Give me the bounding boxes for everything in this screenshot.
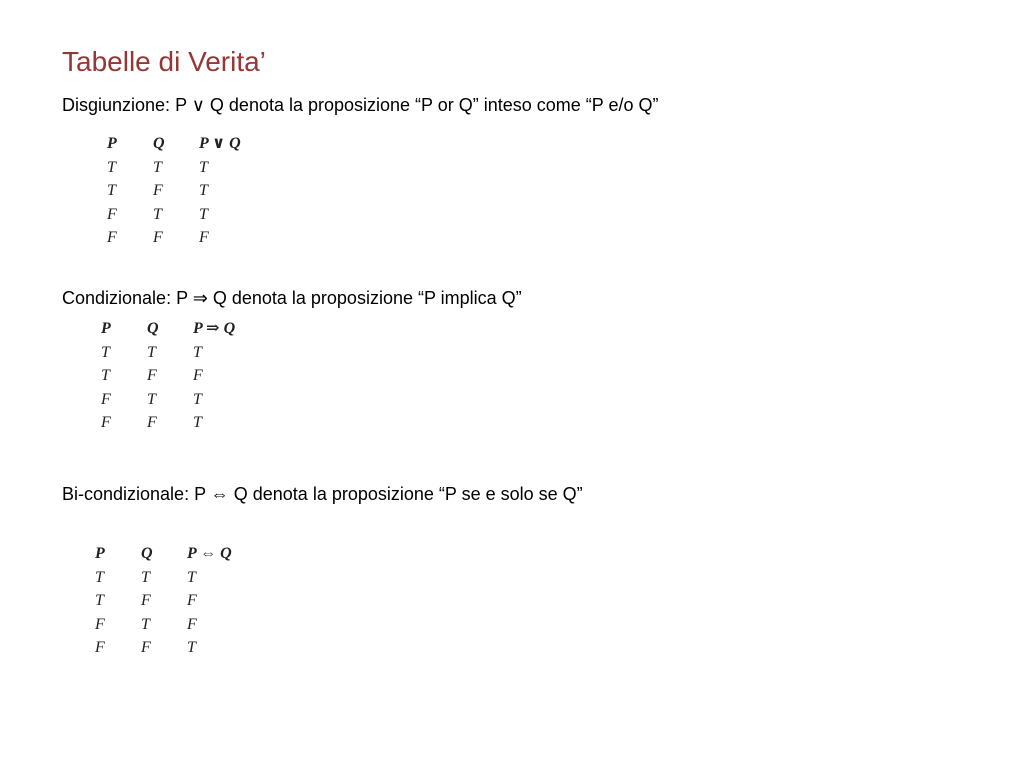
- table-header-cell: P: [107, 135, 117, 152]
- table-cell: F: [193, 367, 203, 384]
- table-cell: T: [187, 569, 196, 586]
- table-header-cell: P: [101, 320, 111, 337]
- table-header-cell: Q: [147, 320, 159, 337]
- table-cell: F: [153, 182, 163, 199]
- table-cell: F: [107, 229, 117, 246]
- table-header-cell: Q: [153, 135, 165, 152]
- table-header-cell: P: [95, 545, 105, 562]
- slide-title: Tabelle di Verita’: [62, 46, 266, 77]
- table-cell: T: [199, 159, 208, 176]
- table-cell: F: [141, 592, 151, 609]
- table-cell: T: [141, 569, 150, 586]
- table-cell: F: [101, 414, 111, 431]
- disjunction-description: Disgiunzione: P ∨ Q denota la proposizione “P or Q” inteso come “P e/o Q”: [62, 95, 659, 115]
- table-header-cell: Q: [141, 545, 153, 562]
- biconditional-description: Bi-condizionale: P ⇔ Q denota la proposizione “P se e solo se Q”: [62, 484, 583, 504]
- table-cell: T: [193, 344, 202, 361]
- table-cell: T: [95, 569, 104, 586]
- table-cell: F: [187, 616, 197, 633]
- table-header-cell: P ⇔ Q: [187, 545, 232, 562]
- table-cell: F: [153, 229, 163, 246]
- table-cell: F: [187, 592, 197, 609]
- table-cell: T: [153, 206, 162, 223]
- table-header-cell: P ⇒ Q: [193, 320, 236, 337]
- table-cell: T: [107, 159, 116, 176]
- table-cell: F: [147, 367, 157, 384]
- table-cell: T: [147, 344, 156, 361]
- table-cell: T: [187, 639, 196, 656]
- table-cell: T: [101, 367, 110, 384]
- table-cell: F: [147, 414, 157, 431]
- table-header-cell: P ∨ Q: [199, 135, 241, 152]
- conditional-description: Condizionale: P ⇒ Q denota la proposizione “P implica Q”: [62, 288, 522, 308]
- table-cell: F: [107, 206, 117, 223]
- table-cell: F: [95, 616, 105, 633]
- table-cell: T: [199, 182, 208, 199]
- table-cell: F: [141, 639, 151, 656]
- table-cell: T: [153, 159, 162, 176]
- table-cell: T: [141, 616, 150, 633]
- table-cell: T: [199, 206, 208, 223]
- table-cell: T: [101, 344, 110, 361]
- table-cell: F: [95, 639, 105, 656]
- table-cell: F: [199, 229, 209, 246]
- table-cell: T: [193, 414, 202, 431]
- table-cell: T: [193, 391, 202, 408]
- table-cell: T: [95, 592, 104, 609]
- table-cell: T: [107, 182, 116, 199]
- table-cell: T: [147, 391, 156, 408]
- table-cell: F: [101, 391, 111, 408]
